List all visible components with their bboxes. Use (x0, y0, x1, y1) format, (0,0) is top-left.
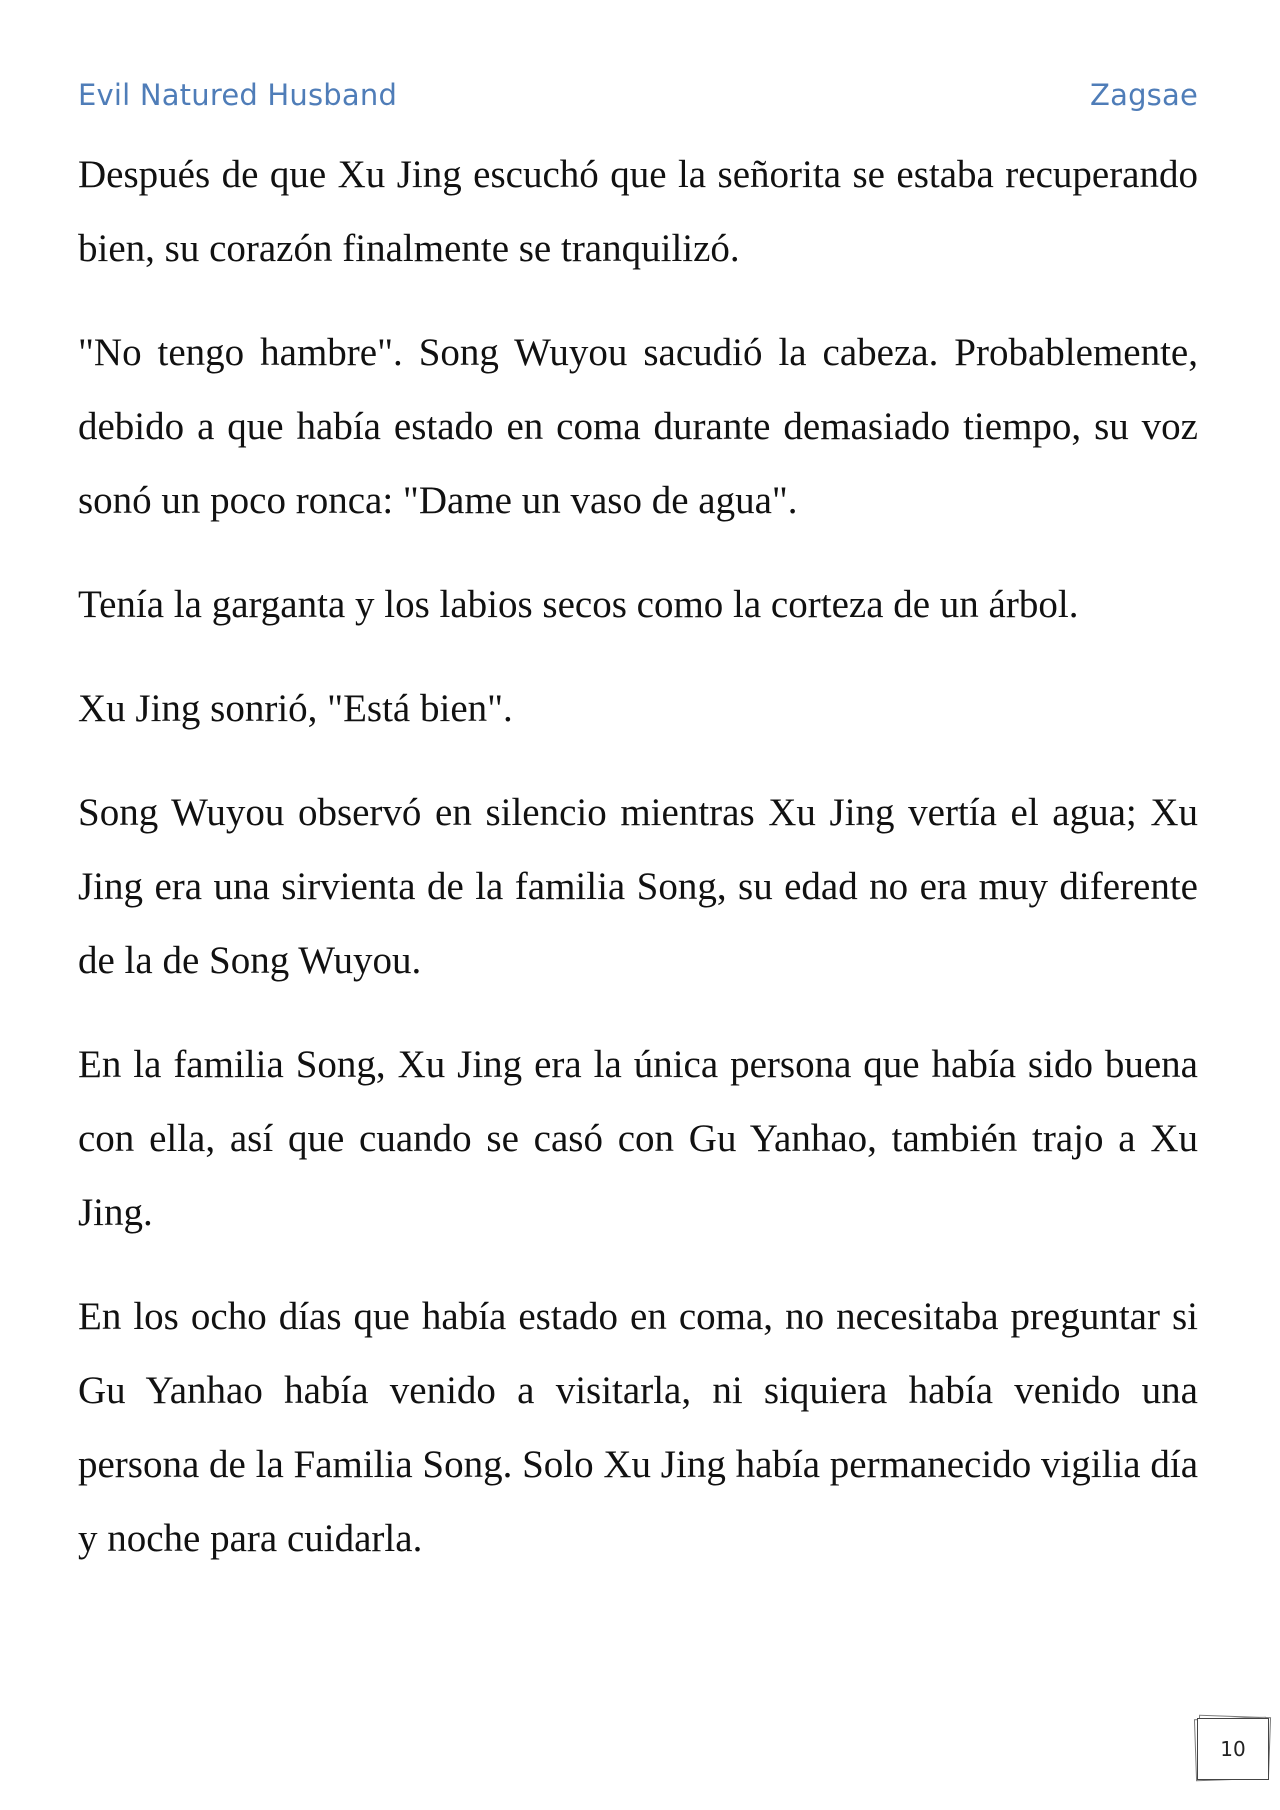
page-number: 10 (1220, 1737, 1246, 1761)
paragraph: En la familia Song, Xu Jing era la única persona que había sido buena con ella, así que cuando se casó con Gu Yanhao, también trajo a Xu Jing. (78, 1043, 1198, 1234)
page-header (78, 78, 1198, 118)
page-number-badge (1194, 1715, 1270, 1781)
paragraph: Tenía la garganta y los labios secos como la corteza de un árbol. (78, 583, 1079, 626)
paragraph: Después de que Xu Jing escuchó que la señorita se estaba recuperando bien, su corazón finalmente se tranquilizó. (78, 153, 1198, 270)
body-text (78, 138, 1198, 1606)
header-author: Zagsae (1090, 78, 1198, 112)
header-book-title: Evil Natured Husband (78, 78, 398, 112)
paragraph: Xu Jing sonrió, "Está bien". (78, 687, 513, 730)
paragraph: "No tengo hambre". Song Wuyou sacudió la cabeza. Probablemente, debido a que había estado en coma durante demasiado tiempo, su voz sonó un poco ronca: "Dame un vaso de agua". (78, 331, 1198, 522)
paragraph: Song Wuyou observó en silencio mientras Xu Jing vertía el agua; Xu Jing era una sirvienta de la familia Song, su edad no era muy diferente de la de Song Wuyou. (78, 791, 1198, 982)
paragraph: En los ocho días que había estado en coma, no necesitaba preguntar si Gu Yanhao había venido a visitarla, ni siquiera había venido una persona de la Familia Song. Solo Xu Jing había permanecido vigilia día y noche para cuidarla. (78, 1295, 1198, 1560)
